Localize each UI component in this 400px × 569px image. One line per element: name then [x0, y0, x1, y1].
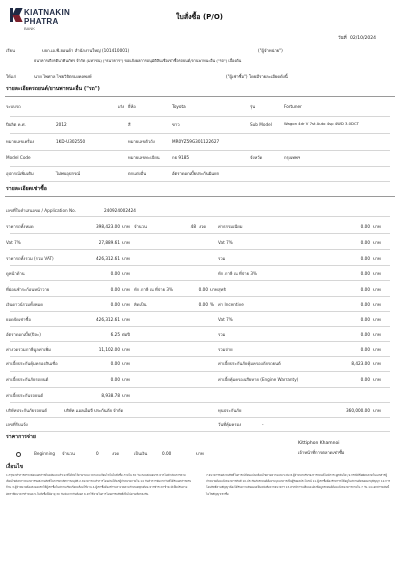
purchase-section-title: รายละเอียดเช่าซื้อ [6, 186, 47, 192]
chassis-label: หมายเลขตัวถัง [128, 139, 155, 144]
finance-amount-value: 426,312.61 [96, 317, 120, 322]
wht2-unit: บาท [210, 287, 218, 292]
divider [10, 296, 390, 297]
divider [10, 280, 390, 281]
interest-rate-value: 6.25 [110, 332, 120, 337]
installments-unit: งวด [199, 224, 207, 229]
insurer-label: บริษัทประกันภัยรถยนต์ [6, 408, 48, 413]
vat2-label: Vat 7% [218, 240, 233, 245]
down-payment-unit: บาท [122, 271, 130, 276]
sum-unit: บาท [373, 256, 381, 261]
divider [10, 133, 390, 134]
application-label: เลขที่ใบคำเสนอขอ / Application No. [6, 208, 76, 213]
seller-tag: ("ผู้จำหน่าย") [258, 48, 283, 53]
vat2-unit: บาท [373, 240, 381, 245]
car-protection-unit: บาท [373, 361, 381, 366]
beginning-radio[interactable] [16, 451, 21, 457]
down-payment-label: ดูหน้าด้าน [6, 271, 25, 276]
payment-amount-unit: บาท [196, 451, 204, 456]
brand-value: Toyota [172, 104, 186, 109]
divider [10, 116, 390, 117]
document-title: ใบสั่งซื้อ (P/O) [176, 13, 223, 21]
header-notice: ธนาคารเกียรตินาคินภัทร จำกัด (มหาชน) ("ธนาคาร") ขอแจ้งผลการอนุมัติสินเชื่อเช่าซื้อรถยนต์/จานพาหนะอื่น ("รถ") เบื้องต้น [34, 58, 242, 63]
model-code-label: Model Code [6, 155, 31, 160]
application-value: 240924002424 [104, 208, 136, 213]
decoration-value: อัตราดอกเบี้ยประกันมิแยก [172, 171, 220, 176]
brand-label: ยี่ห้อ [128, 104, 136, 109]
sum-value: 0.00 [360, 256, 370, 261]
vat3-unit: บาท [373, 317, 381, 322]
wht-value: 0.00 [360, 271, 370, 276]
installments-label: จำนวน [134, 224, 147, 229]
net-label: สุทธิ [218, 287, 226, 292]
monthly-payment-value: 11,102.00 [98, 347, 120, 352]
divider [10, 326, 390, 327]
sum2-unit: บาท [373, 332, 381, 337]
interest-rate-unit: ต่อปี [122, 332, 130, 337]
payment-amount-label: เป็นเงิน [134, 451, 148, 456]
to2-value: นาย ไพศาล ไชยวิจิตรมงคลพงษ์ [34, 74, 92, 79]
date-label: วันที่ [338, 36, 347, 41]
wht-label: หัก ภาษี ณ ที่จ่าย 3% [218, 271, 258, 276]
color-label: สี [128, 122, 131, 127]
payment-section-title: ราคาการจ่าย [6, 434, 36, 440]
submodel-value: Wagon 4dr V 7st Auto 4sp 4WD 3.0DCT [284, 121, 359, 126]
credit-insurance-value: 0.00 [110, 361, 120, 366]
sum2-label: รวม [218, 332, 226, 337]
vehicle-type-label: ระบบรถ [6, 104, 21, 109]
buyer-tag: ("ผู้เช่าซื้อ") โดยมีรายละเอียดดังนี้ [226, 74, 288, 79]
province-value: กรุงเทพฯ [284, 155, 301, 160]
plate-label: หมายเลขทะเบียน [128, 155, 160, 160]
divider [10, 233, 390, 234]
policy-number-label: เลขที่รับแจ้ง [6, 422, 28, 427]
submodel-label: Sub Model [250, 122, 272, 127]
wht2-value: 0.00 [198, 287, 208, 292]
payment-amount-value: 0.00 [162, 451, 172, 456]
payment-count-value: 0 [96, 451, 99, 456]
conditions-title: เงื่อนไข [6, 464, 24, 470]
installments-value: 48 [190, 224, 196, 229]
advance-unit: บาท [122, 287, 130, 292]
purchase-section-divider [5, 196, 395, 197]
model-value: Fortuner [284, 104, 302, 109]
divider [10, 431, 390, 432]
coverage-date-value: - [262, 422, 264, 427]
price-label: ราคารถทั้งหมด [6, 224, 34, 229]
divider [10, 249, 390, 250]
wht2-label: หัก ภาษี ณ ที่จ่าย 3% [134, 287, 174, 292]
bank-logo-mark-icon [10, 8, 21, 22]
deposit-label: เงินดาวน์รวมทั้งหมด [6, 302, 44, 307]
deposit-unit: บาท [122, 302, 130, 307]
compulsory-insurance-label: ค่าเบี้ยประกันรถยนต์ [6, 393, 44, 398]
net2-unit: บาท [373, 347, 381, 352]
incentive-label: ค่า Incentive [218, 302, 244, 307]
vat3-value: 0.00 [360, 317, 370, 322]
tax-percent-unit: % [210, 302, 214, 307]
province-label: จังหวัด [250, 155, 263, 160]
car-insurance-label: ค่าเบี้ยประกันภัยรถยนต์ [6, 377, 49, 382]
plate-value: กธ 9185 [172, 155, 190, 160]
sum-insured-unit: บาท [373, 408, 381, 413]
vehicle-type-value: เก๋ง [118, 104, 125, 109]
decoration-label: ตกแต่งอื่น [128, 171, 147, 176]
signer-position: เจ้าหน้าที่การตลาดเช่าซื้อ [298, 450, 345, 455]
net-value: 0.00 [360, 287, 370, 292]
total-with-vat-value: 426,312.61 [96, 256, 120, 261]
fee-unit: บาท [373, 224, 381, 229]
equipment-label: อุปกรณ์เพิ่มเติม [6, 171, 34, 176]
engine-warranty-unit: บาท [373, 377, 381, 382]
vehicle-section-divider [5, 96, 395, 97]
net-unit: บาท [373, 287, 381, 292]
interest-rate-label: อัตราดอกเบี้ย(ปีละ) [6, 332, 41, 337]
vat-value: 27,889.61 [98, 240, 120, 245]
payment-count-unit: งวด [112, 451, 120, 456]
date-value: 02/10/2024 [350, 36, 376, 41]
to-label: เรียน [6, 48, 15, 53]
signer-name: Kittiphon Khamnoi [298, 441, 340, 446]
finance-amount-unit: บาท [122, 317, 130, 322]
divider [10, 341, 390, 342]
net2-label: รวมจ่าย [218, 347, 233, 352]
monthly-payment-unit: บาท [122, 347, 130, 352]
divider [10, 166, 390, 167]
sum2-value: 0.00 [360, 332, 370, 337]
color-value: ขาว [172, 122, 180, 127]
vat2-value: 0.00 [360, 240, 370, 245]
vehicle-section-title: รายละเอียดรถยนต์/ยานพาหนะอื่น ("รถ") [6, 86, 100, 92]
bank-name-line1: KIATNAKIN [24, 8, 71, 17]
payment-count-label: จำนวน [62, 451, 75, 456]
conditions-column-right: 7.ธนาคารขอสงวนสิทธิ์ในการเปลี่ยนแปลงเงื่อนไขตามความเหมาะสม 8.ผู้จำหน่ายรับรองว่ารถยนต์ไม่มีภาระผูกพันใดๆ 9.กรณีมีข้อผิดพลาดในเอกสารผู้จำหน่ายต้องแจ้งธนาคารทันที 10.ประกันภัยรถยนต์ต้องระบุธนาคารเป็นผู้รับผลประโยชน์ 11.ผู้เช่าซื้อต้องรักษารถให้อยู่ในสภาพดีตลอดอายุสัญญา 12.การโอนสิทธิ์ตามสัญญาต้องได้รับความยินยอมเป็นหนังสือจากธนาคาร 13.หากมีการเปลี่ยนแปลงข้อมูลรถยนต์ต้องแจ้งธนาคารภายใน 7 วัน 14.เอกสารฉบับนี้ไม่ใช่สัญญาเช่าซื้อ [206, 473, 391, 496]
total-with-vat-unit: บาท [122, 256, 130, 261]
total-with-vat-label: ราคารถทั้งรวม (รวม VAT) [6, 256, 54, 261]
coverage-date-label: วันที่คุ้มครอง [218, 422, 242, 427]
incentive-value: 0.00 [360, 302, 370, 307]
model-label: รุ่น [250, 104, 256, 109]
vat-label: Vat 7% [6, 240, 21, 245]
car-insurance-unit: บาท [122, 377, 130, 382]
insurer-value: บริษัท แอลเอ็มจี ประกันภัย จำกัด [64, 408, 124, 413]
advance-label: ที่ผ่อนชำระก้อนหน้าวาย [6, 287, 50, 292]
tax-percent-label: คิดเป็น [134, 302, 147, 307]
divider [10, 265, 390, 266]
divider [10, 417, 390, 418]
divider [10, 216, 390, 217]
compulsory-insurance-value: 8,938.78 [101, 393, 120, 398]
bank-name-line2: PHATRA [24, 17, 59, 26]
advance-value: 0.00 [110, 287, 120, 292]
sum-insured-value: 360,000.00 [346, 408, 370, 413]
monthly-payment-label: ค่างวดรวมภาษีมูลค่าเพิ่ม [6, 347, 51, 352]
vat3-label: Vat 7% [218, 317, 233, 322]
down-payment-value: 0.00 [110, 271, 120, 276]
equipment-value: ไม่พบอุปกรณ์ [56, 171, 81, 176]
engine-value: 1KD-U302550 [56, 139, 86, 144]
bank-logo [10, 8, 70, 31]
engine-warranty-value: 0.00 [360, 377, 370, 382]
car-insurance-value: 0.00 [110, 377, 120, 382]
price-unit: บาท [122, 224, 130, 229]
engine-warranty-label: ค่าเบี้ยคุ้มครองเสียหาย (Engine Warranty) [218, 377, 299, 382]
divider [10, 356, 390, 357]
credit-insurance-label: ค่าเบี้ยประกันคุ้มครองสินเชื่อ [6, 361, 58, 366]
vat-unit: บาท [122, 240, 130, 245]
car-protection-value: 8,423.00 [351, 361, 370, 366]
conditions-column-left: 1.กรุณาทำการตรวจสอบเอกสารต้นฉบับและสำเนาที่ได้ส่งไว้ตามระยะเวลาและเงื่อนไขในใบสั่งซื้อ ภายใน 30 วัน ก่อนส่งมอบรถ หากไม่ดำเนินการตามเงื่อนไขดังกล่าวธนาคารขอสงวนสิทธิ์ในการยกเลิกการอนุมัติ 2.ธนาคารจะทำการโอนเงินให้แก่ผู้จำหน่ายภายใน 14 วันทำการนับจากวันที่ได้รับเอกสารครบถ้วน 3.ผู้จำหน่ายต้องส่งมอบรถให้ผู้เช่าซื้อในสภาพเรียบร้อยพร้อมใช้งาน 4.ผู้เช่าซื้อต้องชำระค่างวดตามกำหนดทุกเดือน หากชำระล่าช้าจะมีเบี้ยปรับตามอัตราที่ธนาคารกำหนด 5.ใบสั่งซื้อนี้มีอายุ 30 วันนับจากวันที่ออก 6.ค่าใช้จ่ายในการโอนกรรมสิทธิ์เป็นไปตามที่ตกลงกัน [6, 473, 192, 496]
car-protection-label: ค่าเบี้ยประกันภัยคุ้มครองภัยรถยนต์ [218, 361, 281, 366]
to-value: บจก.เอ.พี.ฮอนด้า สำนักงานใหญ่ (101410001) [42, 48, 130, 53]
year-value: 2012 [56, 122, 67, 127]
finance-amount-label: ยอดจัดเช่าซื้อ [6, 317, 31, 322]
bank-name-line3: BANK [24, 26, 35, 31]
engine-label: หมายเลขเครื่อง [6, 139, 35, 144]
divider [10, 371, 390, 372]
year-label: ปีผลิต ค.ศ. [6, 122, 26, 127]
fee-value: 0.00 [360, 224, 370, 229]
chassis-value: MR0YZ59G301122627 [172, 139, 220, 144]
divider [10, 387, 390, 388]
net2-value: 0.00 [360, 347, 370, 352]
divider [10, 311, 390, 312]
sum-label: รวม [218, 256, 226, 261]
divider [10, 402, 390, 403]
price-value: 398,423.00 [96, 224, 120, 229]
to2-label: ให้แก่ [6, 74, 17, 79]
credit-insurance-unit: บาท [122, 361, 130, 366]
sum-insured-label: ทุนประกันภัย [218, 408, 242, 413]
compulsory-insurance-unit: บาท [122, 393, 130, 398]
fee-label: ค่าธรรมเนียม [218, 224, 243, 229]
deposit-value: 0.00 [110, 302, 120, 307]
beginning-label: Beginning [34, 451, 56, 456]
divider [10, 181, 390, 182]
incentive-unit: บาท [373, 302, 381, 307]
divider [10, 150, 390, 151]
wht-unit: บาท [373, 271, 381, 276]
tax-percent-value: 0.00 [198, 302, 208, 307]
